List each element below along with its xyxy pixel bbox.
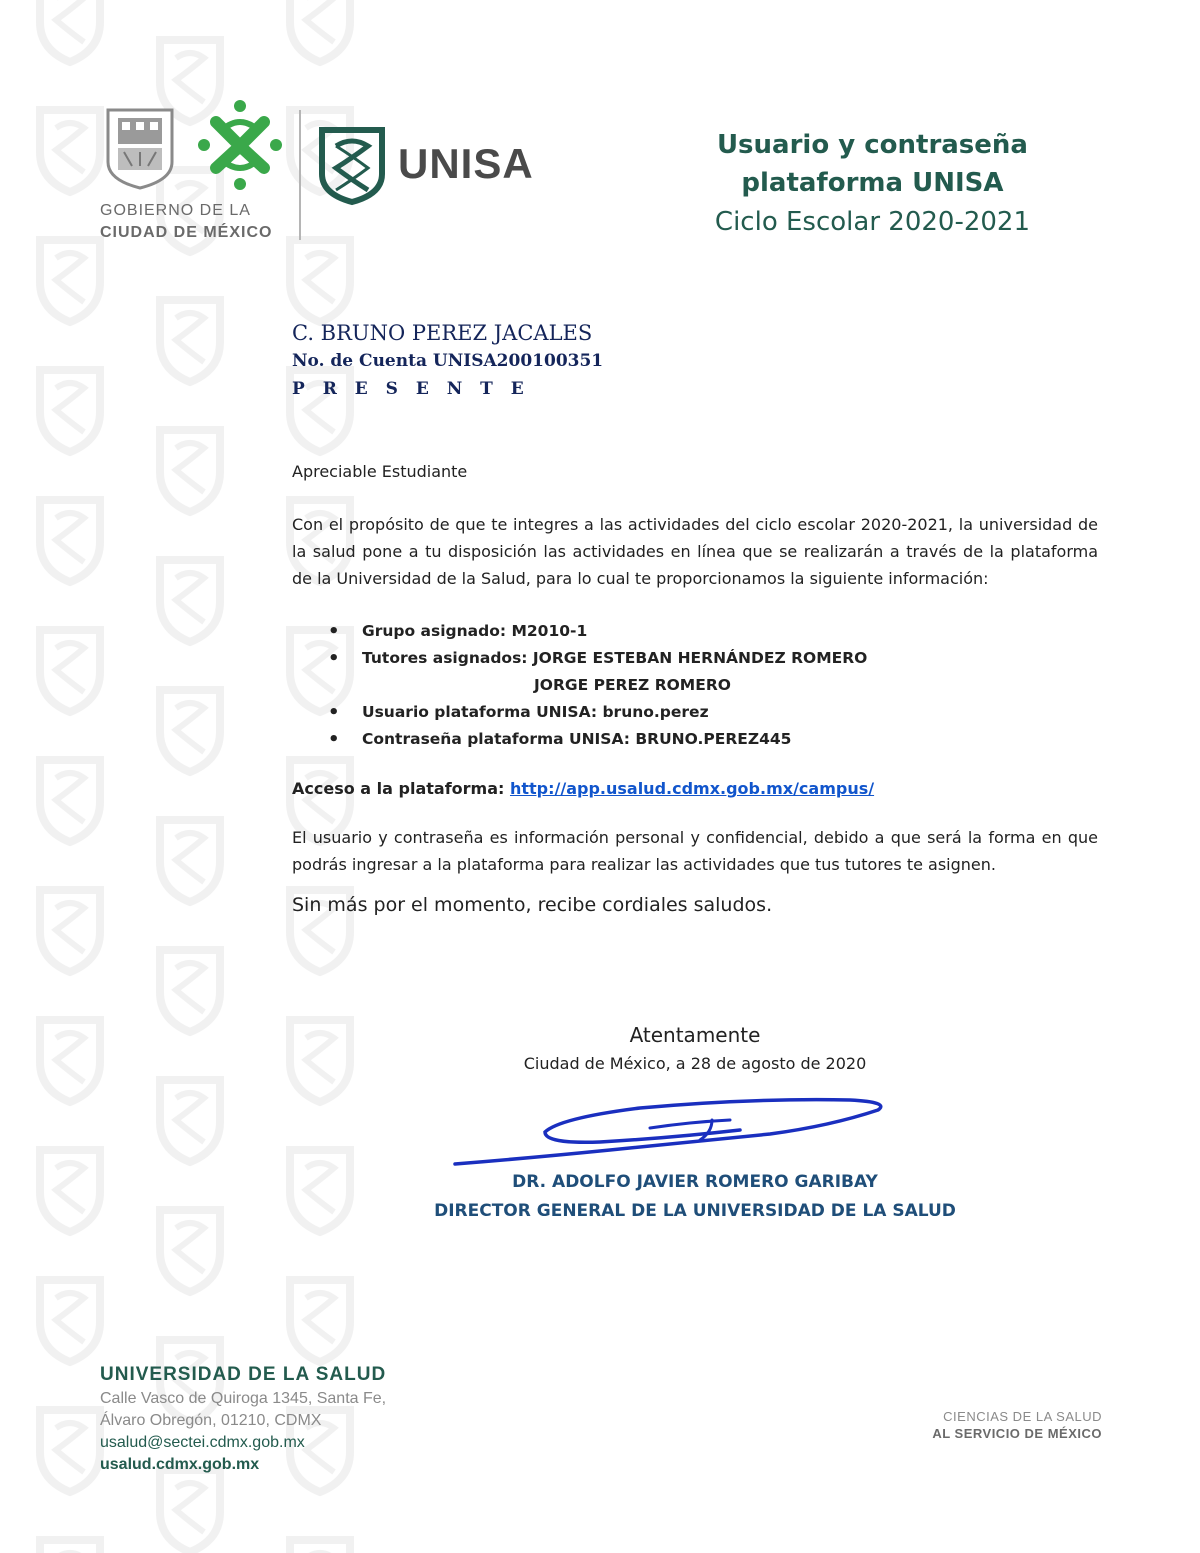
list-item-password: • Contraseña plataforma UNISA: BRUNO.PEREZ445: [328, 726, 1098, 753]
signer-name: DR. ADOLFO JAVIER ROMERO GARIBAY: [512, 1172, 878, 1192]
unisa-wordmark: UNISA: [398, 140, 534, 187]
list-item-user: • Usuario plataforma UNISA: bruno.perez: [328, 699, 1098, 726]
footer-contact: [100, 1362, 386, 1476]
greeting: Apreciable Estudiante: [292, 462, 468, 481]
signer-block: [400, 1168, 990, 1226]
platform-link[interactable]: http://app.usalud.cdmx.gob.mx/campus/: [509, 779, 875, 798]
list-item-group: • Grupo asignado: M2010-1: [328, 618, 1098, 645]
handwritten-signature: [450, 1092, 900, 1172]
signer-title: DIRECTOR GENERAL DE LA UNIVERSIDAD DE LA SALUD: [434, 1201, 956, 1221]
list-item-tutor-2: JORGE PEREZ ROMERO: [534, 676, 731, 694]
recipient-account: No. de Cuenta UNISA200100351: [292, 351, 604, 371]
document-title: [715, 126, 1030, 242]
footer-email: usalud@sectei.cdmx.gob.mx: [100, 1434, 305, 1451]
footer-slogan: [932, 1408, 1102, 1442]
letter-body: [292, 458, 1098, 919]
unisa-shield-icon: [322, 130, 382, 202]
intro-paragraph: Con el propósito de que te integres a las actividades del ciclo escolar 2020-2021, la universidad de la salud pone a tu disposición las actividades en línea que se realizarán a través de la plataforma de la Universidad de la Salud, para lo cual te proporcionamos la siguiente información:: [292, 515, 1098, 588]
footer-address-1: Calle Vasco de Quiroga 1345, Santa Fe,: [100, 1390, 387, 1407]
recipient-name: C. BRUNO PEREZ JACALES: [292, 321, 593, 345]
signature-header: [400, 1020, 990, 1078]
regards: Atentamente: [629, 1023, 761, 1047]
recipient-block: [292, 318, 603, 404]
title-line-1: Usuario y contraseña: [716, 130, 1028, 160]
school-cycle: Ciclo Escolar 2020-2021: [714, 207, 1030, 237]
footer-address-2: Álvaro Obregón, 01210, CDMX: [100, 1412, 322, 1429]
slogan-line-2: AL SERVICIO DE MÉXICO: [932, 1426, 1102, 1441]
platform-access: [292, 775, 1098, 802]
slogan-line-1: CIENCIAS DE LA SALUD: [943, 1409, 1102, 1424]
access-label: Acceso a la plataforma:: [292, 779, 510, 798]
title-line-2: plataforma UNISA: [741, 168, 1004, 198]
list-item-tutors: • Tutores asignados: JORGE ESTEBAN HERNÁNDEZ ROMERO: [328, 645, 1098, 672]
footer-university: UNIVERSIDAD DE LA SALUD: [100, 1364, 387, 1385]
confidential-paragraph: El usuario y contraseña es información personal y confidencial, debido a que será la forma en que podrás ingresar a la plataforma para realizar las actividades que tus tutores te asignen.: [292, 828, 1098, 874]
cdmx-emblem-icon: [198, 100, 282, 190]
cdmx-coat-of-arms-icon: [108, 110, 172, 188]
place-date: Ciudad de México, a 28 de agosto de 2020: [523, 1054, 867, 1073]
government-wordmark: [100, 200, 272, 244]
footer-website: usalud.cdmx.gob.mx: [100, 1456, 260, 1473]
recipient-present: P R E S E N T E: [292, 379, 530, 399]
government-line-1: GOBIERNO DE LA: [100, 202, 251, 219]
government-line-2: CIUDAD DE MÉXICO: [100, 224, 273, 241]
closing-line: Sin más por el momento, recibe cordiales saludos.: [292, 894, 773, 916]
credentials-list: [328, 618, 1098, 753]
